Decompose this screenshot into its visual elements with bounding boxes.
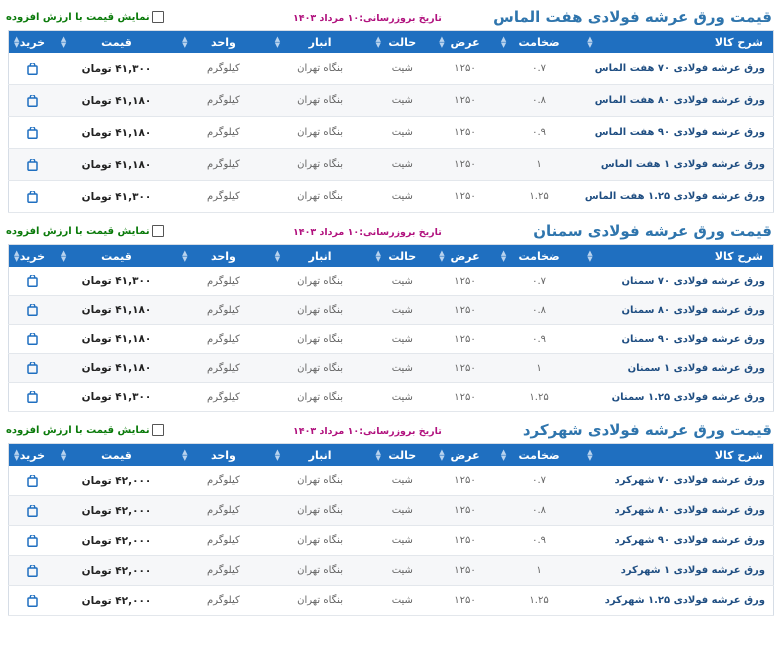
price-cell: ۴۲,۰۰۰ تومان bbox=[56, 556, 177, 586]
thickness-cell: ۰.۷ bbox=[496, 53, 582, 85]
store-cell: بنگاه تهران bbox=[270, 325, 371, 354]
store-cell: بنگاه تهران bbox=[270, 149, 371, 181]
section-header bbox=[6, 417, 776, 443]
sort-icon[interactable]: ▲ ▼ bbox=[587, 249, 593, 263]
unit-cell: کیلوگرم bbox=[177, 325, 270, 354]
column-header-unit[interactable] bbox=[177, 245, 270, 268]
price-cell: ۴۱,۱۸۰ تومان bbox=[56, 354, 177, 383]
update-date: تاریخ بروزرسانی:۱۰ مرداد ۱۴۰۳ bbox=[293, 426, 442, 437]
column-header-name[interactable] bbox=[582, 245, 773, 268]
sort-icon[interactable]: ▲ ▼ bbox=[182, 448, 188, 462]
update-date: تاریخ بروزرسانی:۱۰ مرداد ۱۴۰۳ bbox=[293, 227, 442, 238]
table-row bbox=[9, 149, 774, 181]
state-cell: شیت bbox=[370, 496, 434, 526]
store-cell: بنگاه تهران bbox=[270, 85, 371, 117]
column-header-label: شرح کالا bbox=[714, 448, 763, 462]
product-name-link[interactable]: ورق عرشه فولادی ۷۰ سمنان bbox=[582, 267, 773, 296]
thickness-cell: ۱ bbox=[496, 556, 582, 586]
shopping-bag-icon[interactable] bbox=[27, 565, 38, 577]
section-title: قیمت ورق عرشه فولادی هفت الماس bbox=[493, 8, 772, 26]
state-cell: شیت bbox=[370, 149, 434, 181]
sort-icon[interactable]: ▲ ▼ bbox=[500, 249, 507, 263]
unit-cell: کیلوگرم bbox=[177, 267, 270, 296]
table-row bbox=[9, 267, 774, 296]
sort-icon[interactable]: ▲ ▼ bbox=[60, 249, 67, 263]
width-cell: ۱۲۵۰ bbox=[434, 556, 496, 586]
unit-cell: کیلوگرم bbox=[177, 354, 270, 383]
table-row bbox=[9, 117, 774, 149]
state-cell: شیت bbox=[370, 85, 434, 117]
price-cell: ۴۱,۱۸۰ تومان bbox=[56, 296, 177, 325]
buy-cell bbox=[9, 267, 56, 296]
column-header-label: حالت bbox=[388, 249, 417, 263]
width-cell: ۱۲۵۰ bbox=[434, 354, 496, 383]
thickness-cell: ۰.۸ bbox=[496, 496, 582, 526]
sort-icon[interactable]: ▲ ▼ bbox=[60, 35, 67, 49]
column-header-thickness[interactable] bbox=[496, 444, 582, 467]
vat-toggle[interactable] bbox=[6, 225, 164, 237]
product-name-link[interactable]: ورق عرشه فولادی ۹۰ هفت الماس bbox=[582, 117, 773, 149]
table-row bbox=[9, 496, 774, 526]
store-cell: بنگاه تهران bbox=[270, 496, 371, 526]
column-header-state[interactable] bbox=[370, 444, 434, 467]
state-cell: شیت bbox=[370, 556, 434, 586]
table-header-row bbox=[9, 31, 774, 54]
column-header-buy[interactable] bbox=[9, 444, 56, 467]
table-row bbox=[9, 325, 774, 354]
unit-cell: کیلوگرم bbox=[177, 85, 270, 117]
buy-cell bbox=[9, 466, 56, 496]
column-header-state[interactable] bbox=[370, 31, 434, 54]
shopping-bag-icon[interactable] bbox=[27, 535, 38, 547]
column-header-price[interactable] bbox=[56, 245, 177, 268]
shopping-bag-icon[interactable] bbox=[27, 159, 38, 171]
column-header-store[interactable] bbox=[270, 444, 371, 467]
vat-toggle-label: نمایش قیمت با ارزش افزوده bbox=[6, 424, 150, 436]
buy-cell bbox=[9, 496, 56, 526]
price-table bbox=[8, 443, 774, 616]
table-row bbox=[9, 181, 774, 213]
column-header-label: خرید bbox=[19, 35, 46, 49]
unit-cell: کیلوگرم bbox=[177, 586, 270, 616]
column-header-label: انبار bbox=[308, 249, 332, 263]
state-cell: شیت bbox=[370, 325, 434, 354]
column-header-label: حالت bbox=[388, 448, 417, 462]
column-header-thickness[interactable] bbox=[496, 245, 582, 268]
column-header-state[interactable] bbox=[370, 245, 434, 268]
column-header-buy[interactable] bbox=[9, 31, 56, 54]
sort-icon[interactable]: ▲ ▼ bbox=[375, 35, 381, 49]
buy-cell bbox=[9, 586, 56, 616]
price-cell: ۴۱,۳۰۰ تومان bbox=[56, 267, 177, 296]
thickness-cell: ۰.۸ bbox=[496, 296, 582, 325]
column-header-store[interactable] bbox=[270, 245, 371, 268]
column-header-label: انبار bbox=[308, 35, 332, 49]
price-section bbox=[6, 218, 776, 412]
sort-icon[interactable]: ▲ ▼ bbox=[182, 35, 188, 49]
column-header-buy[interactable] bbox=[9, 245, 56, 268]
width-cell: ۱۲۵۰ bbox=[434, 383, 496, 412]
table-row bbox=[9, 53, 774, 85]
product-name-link[interactable]: ورق عرشه فولادی ۱.۲۵ سمنان bbox=[582, 383, 773, 412]
column-header-thickness[interactable] bbox=[496, 31, 582, 54]
state-cell: شیت bbox=[370, 296, 434, 325]
price-cell: ۴۱,۳۰۰ تومان bbox=[56, 53, 177, 85]
width-cell: ۱۲۵۰ bbox=[434, 466, 496, 496]
store-cell: بنگاه تهران bbox=[270, 383, 371, 412]
product-name-link[interactable]: ورق عرشه فولادی ۱.۲۵ هفت الماس bbox=[582, 181, 773, 213]
sort-icon[interactable]: ▲ ▼ bbox=[587, 35, 593, 49]
column-header-label: ضخامت bbox=[518, 448, 560, 462]
column-header-price[interactable] bbox=[56, 31, 177, 54]
column-header-unit[interactable] bbox=[177, 444, 270, 467]
width-cell: ۱۲۵۰ bbox=[434, 296, 496, 325]
store-cell: بنگاه تهران bbox=[270, 556, 371, 586]
shopping-bag-icon[interactable] bbox=[27, 191, 38, 203]
price-cell: ۴۱,۱۸۰ تومان bbox=[56, 117, 177, 149]
shopping-bag-icon[interactable] bbox=[27, 333, 38, 345]
price-section bbox=[6, 417, 776, 616]
price-page bbox=[0, 4, 782, 616]
update-date: تاریخ بروزرسانی:۱۰ مرداد ۱۴۰۳ bbox=[293, 13, 442, 24]
store-cell: بنگاه تهران bbox=[270, 526, 371, 556]
store-cell: بنگاه تهران bbox=[270, 296, 371, 325]
table-body bbox=[9, 53, 774, 213]
column-header-label: شرح کالا bbox=[714, 249, 763, 263]
price-table bbox=[8, 244, 774, 412]
state-cell: شیت bbox=[370, 466, 434, 496]
product-name-link[interactable]: ورق عرشه فولادی ۸۰ شهرکرد bbox=[582, 496, 773, 526]
unit-cell: کیلوگرم bbox=[177, 526, 270, 556]
product-name-link[interactable]: ورق عرشه فولادی ۱ سمنان bbox=[582, 354, 773, 383]
sort-icon[interactable]: ▲ ▼ bbox=[500, 35, 507, 49]
product-name-link[interactable]: ورق عرشه فولادی ۷۰ شهرکرد bbox=[582, 466, 773, 496]
column-header-width[interactable] bbox=[434, 444, 496, 467]
column-header-label: خرید bbox=[19, 448, 46, 462]
table-body bbox=[9, 466, 774, 616]
sort-icon[interactable]: ▲ ▼ bbox=[14, 249, 20, 263]
sort-icon[interactable]: ▲ ▼ bbox=[182, 249, 188, 263]
store-cell: بنگاه تهران bbox=[270, 267, 371, 296]
price-cell: ۴۱,۳۰۰ تومان bbox=[56, 181, 177, 213]
buy-cell bbox=[9, 556, 56, 586]
thickness-cell: ۰.۹ bbox=[496, 325, 582, 354]
shopping-bag-icon[interactable] bbox=[27, 304, 38, 316]
buy-cell bbox=[9, 526, 56, 556]
column-header-label: شرح کالا bbox=[714, 35, 763, 49]
thickness-cell: ۰.۷ bbox=[496, 267, 582, 296]
store-cell: بنگاه تهران bbox=[270, 466, 371, 496]
product-name-link[interactable]: ورق عرشه فولادی ۱ شهرکرد bbox=[582, 556, 773, 586]
state-cell: شیت bbox=[370, 117, 434, 149]
section-title: قیمت ورق عرشه فولادی سمنان bbox=[533, 222, 772, 240]
product-name-link[interactable]: ورق عرشه فولادی ۱ هفت الماس bbox=[582, 149, 773, 181]
vat-toggle-label: نمایش قیمت با ارزش افزوده bbox=[6, 225, 150, 237]
table-row bbox=[9, 586, 774, 616]
width-cell: ۱۲۵۰ bbox=[434, 586, 496, 616]
column-header-width[interactable] bbox=[434, 31, 496, 54]
shopping-bag-icon[interactable] bbox=[27, 63, 38, 75]
buy-cell bbox=[9, 354, 56, 383]
product-name-link[interactable]: ورق عرشه فولادی ۸۰ هفت الماس bbox=[582, 85, 773, 117]
column-header-label: ضخامت bbox=[518, 35, 560, 49]
sort-icon[interactable]: ▲ ▼ bbox=[375, 448, 381, 462]
column-header-label: قیمت bbox=[101, 448, 132, 462]
column-header-label: قیمت bbox=[101, 35, 132, 49]
checkbox-icon[interactable] bbox=[152, 225, 164, 237]
sort-icon[interactable]: ▲ ▼ bbox=[500, 448, 507, 462]
width-cell: ۱۲۵۰ bbox=[434, 53, 496, 85]
unit-cell: کیلوگرم bbox=[177, 181, 270, 213]
price-cell: ۴۲,۰۰۰ تومان bbox=[56, 526, 177, 556]
table-header-row bbox=[9, 444, 774, 467]
sort-icon[interactable]: ▲ ▼ bbox=[14, 35, 20, 49]
checkbox-icon[interactable] bbox=[152, 11, 164, 23]
unit-cell: کیلوگرم bbox=[177, 53, 270, 85]
price-section bbox=[6, 4, 776, 213]
state-cell: شیت bbox=[370, 383, 434, 412]
unit-cell: کیلوگرم bbox=[177, 383, 270, 412]
table-row bbox=[9, 354, 774, 383]
store-cell: بنگاه تهران bbox=[270, 53, 371, 85]
column-header-label: واحد bbox=[210, 448, 236, 462]
vat-toggle-label: نمایش قیمت با ارزش افزوده bbox=[6, 11, 150, 23]
unit-cell: کیلوگرم bbox=[177, 466, 270, 496]
column-header-name[interactable] bbox=[582, 31, 773, 54]
sort-icon[interactable]: ▲ ▼ bbox=[375, 249, 381, 263]
width-cell: ۱۲۵۰ bbox=[434, 267, 496, 296]
price-cell: ۴۱,۱۸۰ تومان bbox=[56, 149, 177, 181]
shopping-bag-icon[interactable] bbox=[27, 505, 38, 517]
column-header-width[interactable] bbox=[434, 245, 496, 268]
column-header-price[interactable] bbox=[56, 444, 177, 467]
sort-icon[interactable]: ▲ ▼ bbox=[439, 249, 445, 263]
unit-cell: کیلوگرم bbox=[177, 296, 270, 325]
buy-cell bbox=[9, 181, 56, 213]
product-name-link[interactable]: ورق عرشه فولادی ۸۰ سمنان bbox=[582, 296, 773, 325]
column-header-label: ضخامت bbox=[518, 249, 560, 263]
buy-cell bbox=[9, 383, 56, 412]
thickness-cell: ۱.۲۵ bbox=[496, 586, 582, 616]
state-cell: شیت bbox=[370, 354, 434, 383]
column-header-unit[interactable] bbox=[177, 31, 270, 54]
buy-cell bbox=[9, 149, 56, 181]
width-cell: ۱۲۵۰ bbox=[434, 117, 496, 149]
column-header-label: واحد bbox=[210, 35, 236, 49]
sort-icon[interactable]: ▲ ▼ bbox=[274, 448, 281, 462]
table-row bbox=[9, 383, 774, 412]
unit-cell: کیلوگرم bbox=[177, 117, 270, 149]
price-cell: ۴۱,۱۸۰ تومان bbox=[56, 325, 177, 354]
table-row bbox=[9, 526, 774, 556]
column-header-label: عرض bbox=[450, 448, 480, 462]
shopping-bag-icon[interactable] bbox=[27, 362, 38, 374]
unit-cell: کیلوگرم bbox=[177, 496, 270, 526]
width-cell: ۱۲۵۰ bbox=[434, 181, 496, 213]
column-header-label: قیمت bbox=[101, 249, 132, 263]
store-cell: بنگاه تهران bbox=[270, 354, 371, 383]
price-cell: ۴۲,۰۰۰ تومان bbox=[56, 586, 177, 616]
thickness-cell: ۰.۷ bbox=[496, 466, 582, 496]
column-header-label: انبار bbox=[308, 448, 332, 462]
column-header-label: حالت bbox=[388, 35, 417, 49]
sort-icon[interactable]: ▲ ▼ bbox=[274, 35, 281, 49]
column-header-store[interactable] bbox=[270, 31, 371, 54]
thickness-cell: ۱ bbox=[496, 149, 582, 181]
table-row bbox=[9, 296, 774, 325]
sort-icon[interactable]: ▲ ▼ bbox=[14, 448, 20, 462]
table-row bbox=[9, 466, 774, 496]
buy-cell bbox=[9, 53, 56, 85]
state-cell: شیت bbox=[370, 586, 434, 616]
thickness-cell: ۰.۹ bbox=[496, 117, 582, 149]
column-header-label: عرض bbox=[450, 249, 480, 263]
price-cell: ۴۲,۰۰۰ تومان bbox=[56, 466, 177, 496]
width-cell: ۱۲۵۰ bbox=[434, 149, 496, 181]
column-header-name[interactable] bbox=[582, 444, 773, 467]
sort-icon[interactable]: ▲ ▼ bbox=[60, 448, 67, 462]
price-table bbox=[8, 30, 774, 213]
state-cell: شیت bbox=[370, 181, 434, 213]
table-body bbox=[9, 267, 774, 412]
shopping-bag-icon[interactable] bbox=[27, 475, 38, 487]
product-name-link[interactable]: ورق عرشه فولادی ۱.۲۵ شهرکرد bbox=[582, 586, 773, 616]
product-name-link[interactable]: ورق عرشه فولادی ۹۰ شهرکرد bbox=[582, 526, 773, 556]
column-header-label: عرض bbox=[450, 35, 480, 49]
table-header-row bbox=[9, 245, 774, 268]
store-cell: بنگاه تهران bbox=[270, 181, 371, 213]
thickness-cell: ۰.۸ bbox=[496, 85, 582, 117]
section-title: قیمت ورق عرشه فولادی شهرکرد bbox=[522, 421, 772, 439]
checkbox-icon[interactable] bbox=[152, 424, 164, 436]
price-cell: ۴۱,۳۰۰ تومان bbox=[56, 383, 177, 412]
state-cell: شیت bbox=[370, 53, 434, 85]
table-row bbox=[9, 556, 774, 586]
price-cell: ۴۱,۱۸۰ تومان bbox=[56, 85, 177, 117]
width-cell: ۱۲۵۰ bbox=[434, 325, 496, 354]
buy-cell bbox=[9, 117, 56, 149]
vat-toggle[interactable] bbox=[6, 11, 164, 23]
thickness-cell: ۱ bbox=[496, 354, 582, 383]
price-cell: ۴۲,۰۰۰ تومان bbox=[56, 496, 177, 526]
unit-cell: کیلوگرم bbox=[177, 556, 270, 586]
thickness-cell: ۱.۲۵ bbox=[496, 181, 582, 213]
vat-toggle[interactable] bbox=[6, 424, 164, 436]
shopping-bag-icon[interactable] bbox=[27, 391, 38, 403]
buy-cell bbox=[9, 85, 56, 117]
store-cell: بنگاه تهران bbox=[270, 117, 371, 149]
shopping-bag-icon[interactable] bbox=[27, 127, 38, 139]
width-cell: ۱۲۵۰ bbox=[434, 85, 496, 117]
column-header-label: واحد bbox=[210, 249, 236, 263]
thickness-cell: ۰.۹ bbox=[496, 526, 582, 556]
section-header bbox=[6, 4, 776, 30]
column-header-label: خرید bbox=[19, 249, 46, 263]
shopping-bag-icon[interactable] bbox=[27, 275, 38, 287]
width-cell: ۱۲۵۰ bbox=[434, 526, 496, 556]
buy-cell bbox=[9, 296, 56, 325]
thickness-cell: ۱.۲۵ bbox=[496, 383, 582, 412]
product-name-link[interactable]: ورق عرشه فولادی ۷۰ هفت الماس bbox=[582, 53, 773, 85]
sort-icon[interactable]: ▲ ▼ bbox=[439, 448, 445, 462]
state-cell: شیت bbox=[370, 267, 434, 296]
table-row bbox=[9, 85, 774, 117]
shopping-bag-icon[interactable] bbox=[27, 595, 38, 607]
buy-cell bbox=[9, 325, 56, 354]
sort-icon[interactable]: ▲ ▼ bbox=[587, 448, 593, 462]
unit-cell: کیلوگرم bbox=[177, 149, 270, 181]
product-name-link[interactable]: ورق عرشه فولادی ۹۰ سمنان bbox=[582, 325, 773, 354]
sort-icon[interactable]: ▲ ▼ bbox=[274, 249, 281, 263]
width-cell: ۱۲۵۰ bbox=[434, 496, 496, 526]
store-cell: بنگاه تهران bbox=[270, 586, 371, 616]
sort-icon[interactable]: ▲ ▼ bbox=[439, 35, 445, 49]
section-header bbox=[6, 218, 776, 244]
shopping-bag-icon[interactable] bbox=[27, 95, 38, 107]
state-cell: شیت bbox=[370, 526, 434, 556]
